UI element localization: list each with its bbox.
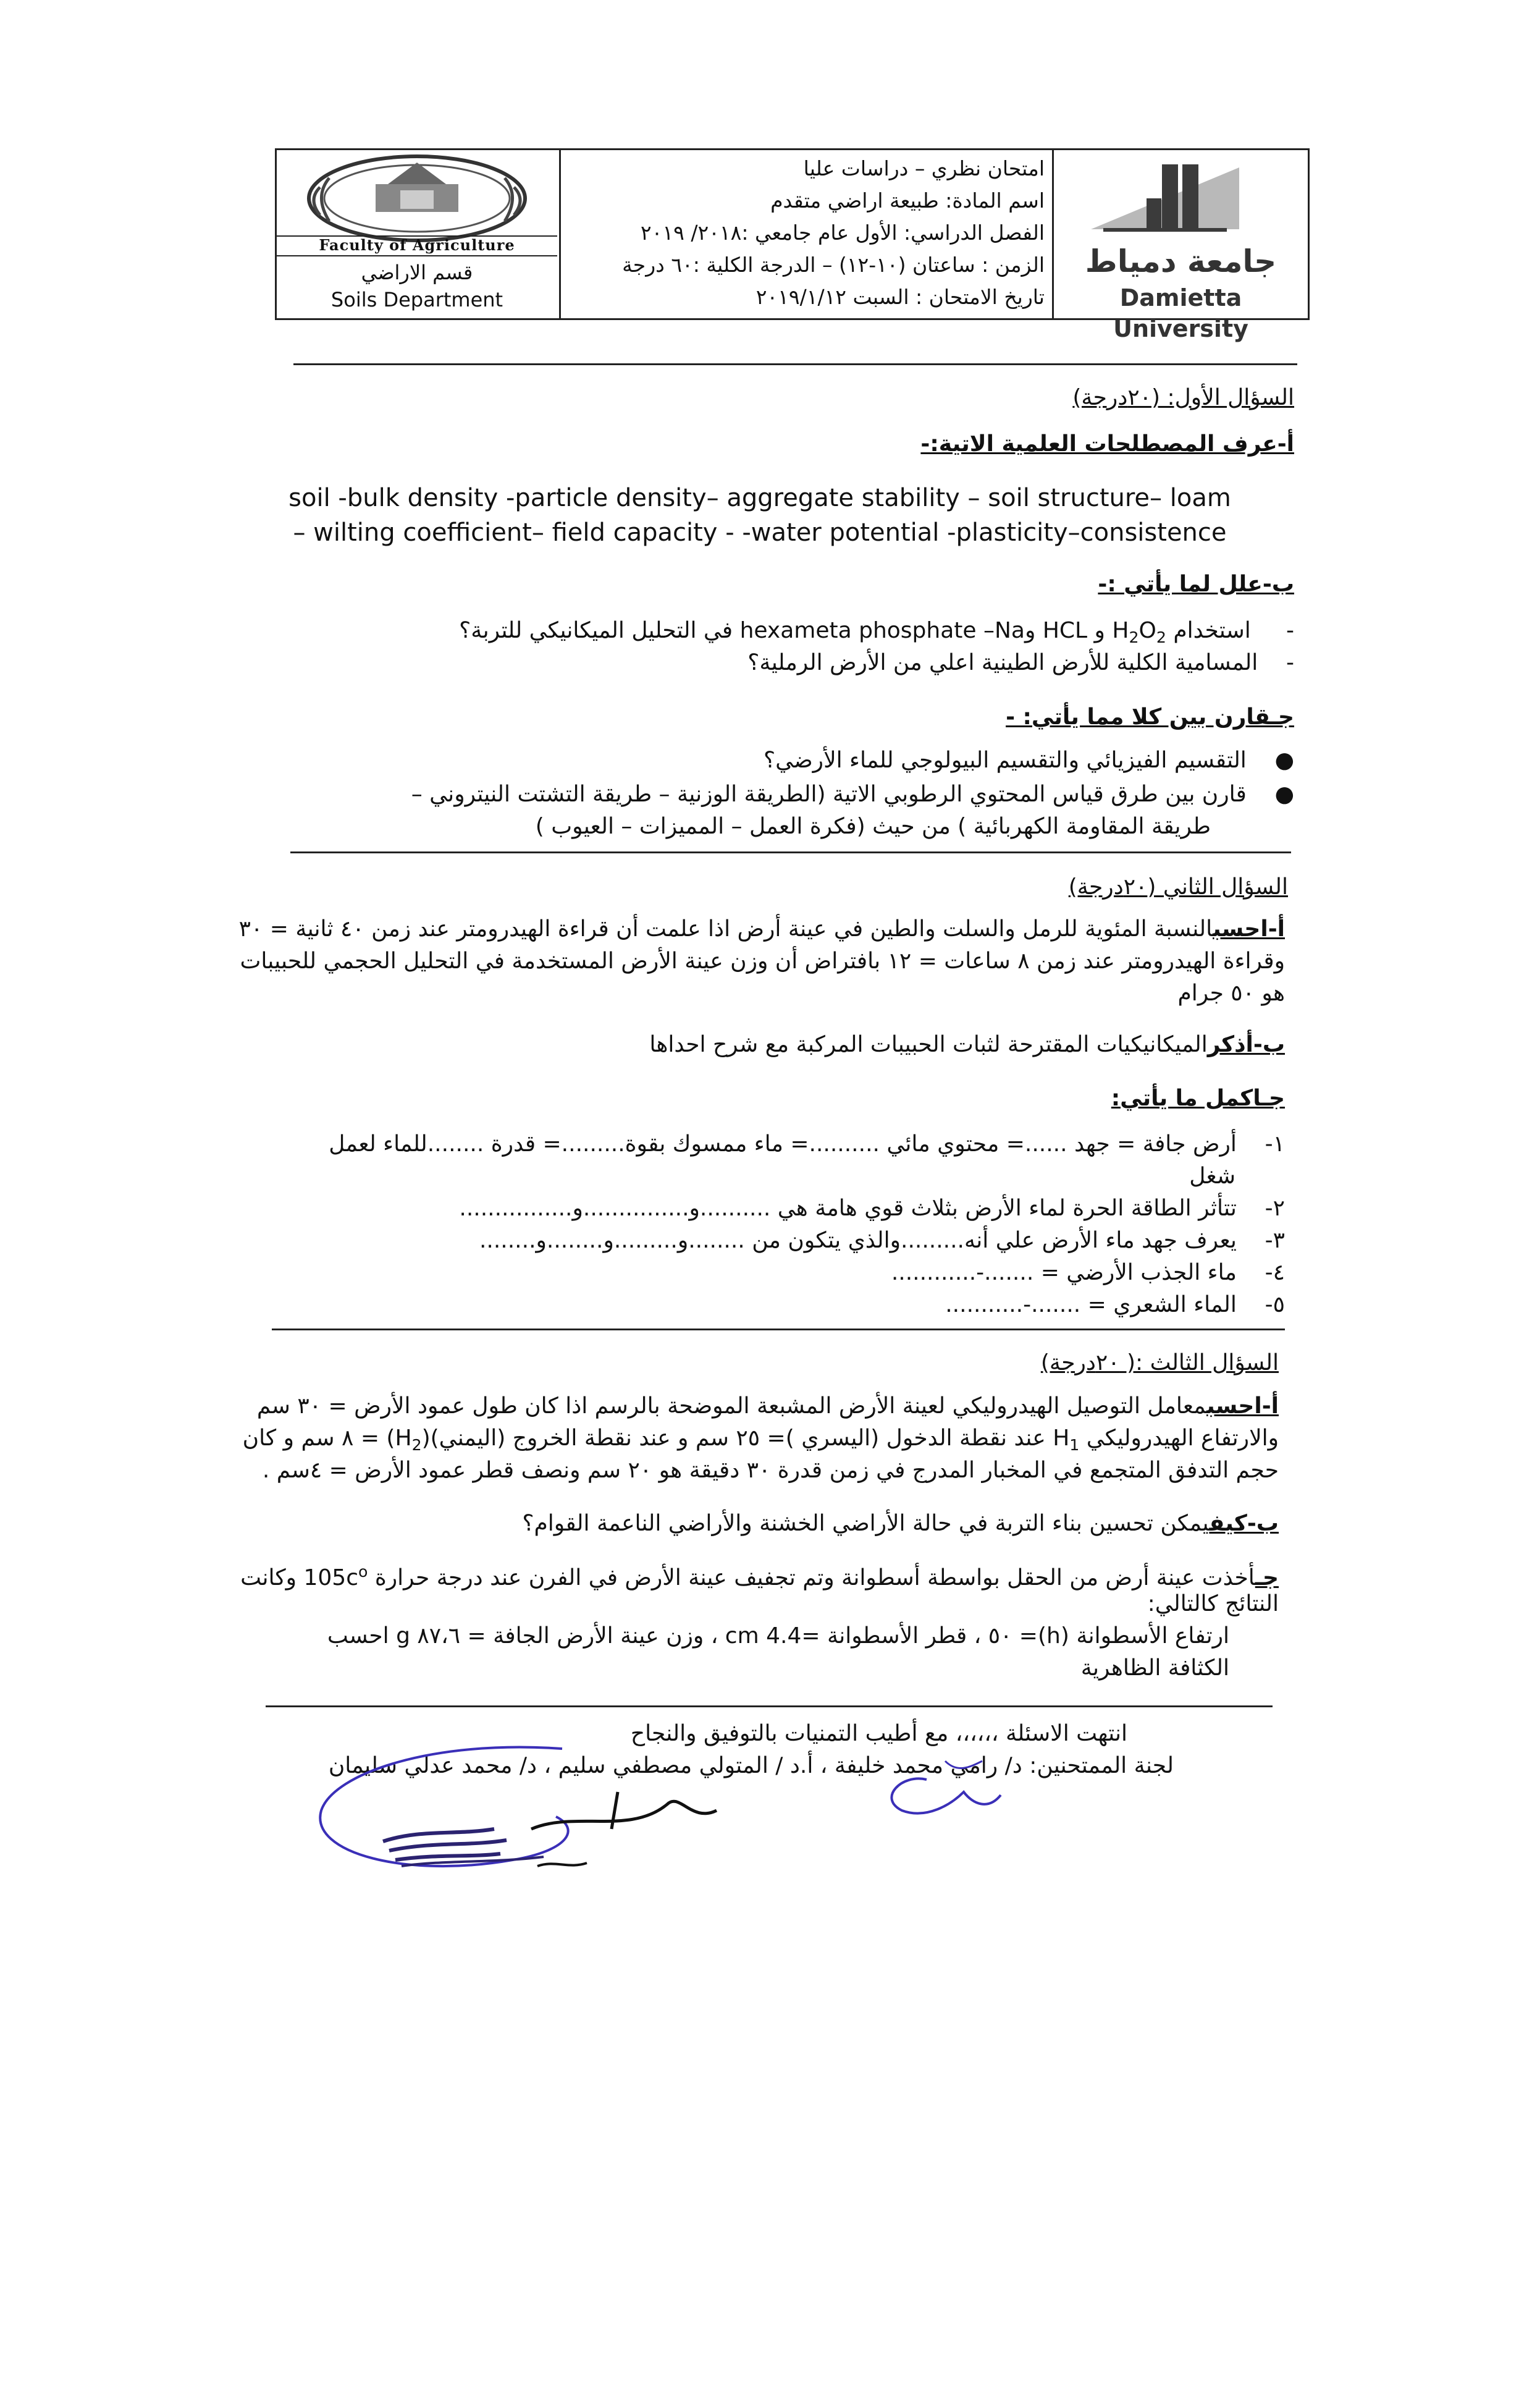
- divider: [290, 851, 1291, 853]
- divider: [293, 363, 1297, 365]
- q2-c-item: ١- أرض جافة = جهد ......= محتوي مائي ..........= ماء ممسوك بقوة.........= قدرة ........للماء لعمل: [329, 1131, 1285, 1157]
- q2-b-line: ب-أذكرالميكانيكيات المقترحة لثبات الحبيبات المركبة مع شرح احداها: [649, 1032, 1285, 1057]
- closing-line: انتهت الاسئلة ،،،،،، مع أطيب التمنيات بالتوفيق والنجاح: [630, 1721, 1127, 1746]
- q3-a-line: حجم التدفق المتجمع في المخبار المدرج في زمن قدرة ٣٠ دقيقة هو ٢٠ سم ونصف قطر عمود الأرض = ٤سم .: [262, 1458, 1279, 1483]
- q1-c-heading: جـقارن بين كلا مما يأتي: -: [1006, 704, 1294, 730]
- bullet-dash: -: [1258, 618, 1294, 643]
- q2-c-heading: جـاكمل ما يأتي:: [1111, 1086, 1285, 1111]
- q2-c-item: ٤- ماء الجذب الأرضي = .......-............: [891, 1260, 1285, 1285]
- q1-c-item: ● قارن بين طرق قياس المحتوي الرطوبي الاتية (الطريقة الوزنية – طريقة التشتت النيتروني –: [411, 782, 1294, 807]
- dept-name-ar: قسم الاراضي: [361, 261, 473, 284]
- q2-c-item: ٣- يعرف جهد ماء الأرض علي أنه.........والذي يتكون من ........و.........و........و........: [479, 1228, 1285, 1253]
- university-name-en: Damietta University: [1113, 284, 1248, 342]
- q2-c-item: ٢- تتأثر الطاقة الحرة لماء الأرض بثلاث قوي هامة هي ..........و...............و................: [459, 1196, 1285, 1221]
- bullet-dot: ●: [1246, 748, 1294, 773]
- bullet-dash: -: [1258, 650, 1294, 675]
- q3-c-line: النتائج كالتالي:: [1147, 1591, 1279, 1616]
- committee-line: لجنة الممتحنين: د/ رامي محمد خليفة ، أ.د / المتولي مصطفي سليم ، د/ محمد عدلي سليمان: [328, 1753, 1174, 1778]
- q2-c-item: ٥- الماء الشعري = .......-...........: [945, 1292, 1285, 1317]
- q1-c-item: ● التقسيم الفيزيائي والتقسيم البيولوجي للماء الأرضي؟: [764, 748, 1294, 773]
- university-cell: [1052, 150, 1308, 342]
- q1-b-heading: ب-علل لما يأتي :-: [1098, 572, 1294, 597]
- signatures-icon: [309, 1736, 1050, 1934]
- q1-c-item-cont: طريقة المقاومة الكهربائية ) من حيث (فكرة العمل – المميزات – العيوب ): [535, 814, 1211, 839]
- divider: [266, 1705, 1273, 1707]
- q3-c-line: جـأخذت عينة أرض من الحقل بواسطة أسطوانة وتم تجفيف عينة الأرض في الفرن عند درجة حرارة $105c^o$ وكانت: [240, 1563, 1279, 1591]
- q2-c-item: شغل: [1189, 1164, 1235, 1189]
- exam-info-line: امتحان نظري – دراسات عليا: [803, 156, 1045, 180]
- q3-c-line: ارتفاع الأسطوانة (h)= ٥٠ ، قطر الأسطوانة =4.4 cm ، وزن عينة الأرض الجافة = ٨٧،٦ g احسب: [327, 1623, 1229, 1649]
- exam-info-line: الفصل الدراسي: الأول عام جامعي :٢٠١٨/ ٢٠١٩: [640, 221, 1045, 245]
- university-name-ar: جامعة دمياط: [1085, 243, 1277, 279]
- q3-a-line: أ-احسبمعامل التوصيل الهيدروليكي لعينة الأرض المشبعة الموضحة بالرسم اذا كان طول عمود الأرض = ٣٠ سم: [256, 1393, 1279, 1419]
- q3-a-line: والارتفاع الهيدروليكي $H_1$ عند نقطة الدخول (اليسري )= ٢٥ سم و عند نقطة الخروج $(اليمني)(H_2)$ = ٨ سم و كان: [242, 1426, 1279, 1455]
- exam-info-line: اسم المادة: طبيعة اراضي متقدم: [770, 188, 1045, 213]
- exam-info-line: تاريخ الامتحان : السبت ٢٠١٩/١/١٢: [755, 285, 1045, 309]
- divider: [272, 1329, 1285, 1330]
- q1-terms-line: – wilting coefficient– field capacity - -water potential -plasticity–consistence: [293, 518, 1227, 547]
- q2-title: السؤال الثاني (٢٠درجة): [1068, 874, 1288, 900]
- faculty-logo-icon: [277, 150, 557, 249]
- q3-b-line: ب-كيفيمكن تحسين بناء التربة في حالة الأراضي الخشنة والأراضي الناعمة القوام؟: [522, 1511, 1279, 1536]
- q2-a-line: وقراءة الهيدرومتر عند زمن ٨ ساعات = ١٢ بافتراض أن وزن عينة الأرض المستخدمة في التحليل الحجمي للحبيبات: [240, 948, 1285, 974]
- q1-terms-line: soil -bulk density -particle density– aggregate stability – soil structure– loam: [288, 484, 1231, 512]
- faculty-name-en: Faculty of Agriculture: [319, 236, 515, 254]
- q3-title: السؤال الثالث :( ٢٠درجة): [1040, 1350, 1279, 1375]
- header-table: [275, 148, 1310, 342]
- dept-name-en: Soils Department: [330, 288, 503, 311]
- exam-info-line: الزمن : ساعتان (١٠-١٢) – الدرجة الكلية :٦٠ درجة: [622, 253, 1045, 277]
- q1-b-item: - المسامية الكلية للأرض الطينية اعلي من الأرض الرملية؟: [747, 650, 1294, 675]
- q1-b-item: - استخدام $H_2O_2$ و HCL وhexameta phosphate –Na في التحليل الميكانيكي للتربة؟: [459, 618, 1294, 647]
- bullet-dot: ●: [1246, 782, 1294, 807]
- faculty-cell: [277, 150, 561, 318]
- q2-a-line: أ-احسبالنسبة المئوية للرمل والسلت والطين في عينة أرض اذا علمت أن قراءة الهيدرومتر عند زمن ٤٠ ثانية = ٣٠: [238, 916, 1285, 942]
- q1-title: السؤال الأول: (٢٠درجة): [1072, 385, 1294, 410]
- exam-info-cell: [561, 150, 1052, 318]
- q3-c-line: الكثافة الظاهرية: [1080, 1655, 1229, 1681]
- q1-a-heading: أ-عرف المصطلحات العلمية الاتية:-: [920, 431, 1294, 457]
- q2-a-line: هو ٥٠ جرام: [1177, 981, 1285, 1006]
